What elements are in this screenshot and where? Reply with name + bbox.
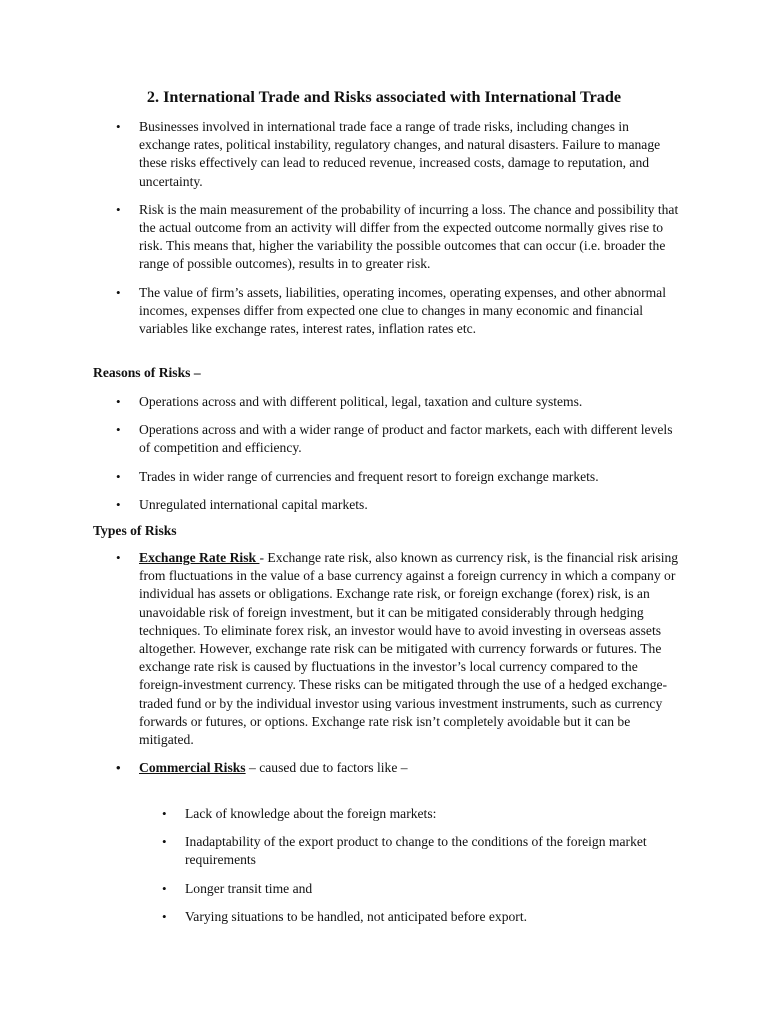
- reasons-bullet-list: [0, 393, 768, 524]
- bullet-icon: •: [116, 760, 121, 776]
- bullet-text: Varying situations to be handled, not anticipated before export.: [185, 908, 528, 924]
- list-item: [0, 118, 768, 191]
- exchange-rate-risk-term: Exchange Rate Risk: [139, 550, 260, 565]
- list-item: [0, 201, 768, 274]
- types-bullet-list: [0, 549, 768, 787]
- bullet-icon: •: [162, 806, 167, 821]
- list-item: [0, 496, 768, 514]
- bullet-icon: •: [116, 468, 121, 484]
- bullet-text: Lack of knowledge about the foreign markets:: [185, 806, 437, 821]
- exchange-rate-risk-text: - Exchange rate risk, also known as currency risk, is the financial risk arising from fluctuations in the value of a base currency against a foreign currency in which a company or individual has assets or obligations. Exchange rate risk, or foreign exchange (forex) risk, is an unavoidable risk of foreign investment, but it can be mitigated considerably through hedging techniques. To eliminate forex risk, an investor would have to avoid investing in overseas assets altogether. However, exchange rate risk can be mitigated with currency forwards or futures. The exchange rate risk is caused by fluctuations in the investor’s local currency compared to the foreign-investment currency. These risks can be mitigated through the use of a hedged exchange-traded fund or by the individual investor using various investment instruments, such as currency forwards or futures, or options. Exchange rate risk isn’t completely avoidable but it can be mitigated.: [139, 550, 679, 748]
- bullet-text: The value of firm’s assets, liabilities, operating incomes, operating expenses, and other abnormal incomes, expenses differ from expected one clue to changes in many economic and financial variables like exchange rates, interest rates, inflation rates etc.: [139, 284, 666, 337]
- bullet-text: Operations across and with a wider range of product and factor markets, each with different levels of competition and efficiency.: [139, 422, 673, 456]
- bullet-icon: •: [162, 834, 167, 850]
- bullet-icon: •: [116, 119, 121, 134]
- list-item: [0, 805, 768, 823]
- commercial-factors-list: [0, 805, 768, 936]
- commercial-risks-term: Commercial Risks: [139, 760, 246, 776]
- list-item: [0, 880, 768, 898]
- bullet-text: Trades in wider range of currencies and frequent resort to foreign exchange markets.: [139, 468, 599, 484]
- list-item: [0, 393, 768, 411]
- bullet-icon: •: [162, 880, 167, 896]
- bullet-icon: •: [116, 496, 121, 512]
- bullet-text: Businesses involved in international trade face a range of trade risks, including changes in exchange rates, political instability, regulatory changes, and natural disasters. Failure to manage these risks effectively can lead to reduced revenue, increased costs, damage to reputation, and uncertainty.: [139, 119, 661, 189]
- intro-bullet-list: [0, 118, 768, 348]
- list-item: [0, 421, 768, 457]
- bullet-icon: •: [116, 394, 121, 409]
- reasons-heading: Reasons of Risks –: [93, 365, 201, 380]
- list-item: [0, 908, 768, 926]
- bullet-icon: •: [116, 422, 121, 438]
- list-item: [0, 468, 768, 486]
- list-item: [0, 759, 768, 777]
- types-heading: Types of Risks: [93, 523, 177, 538]
- bullet-text: Inadaptability of the export product to change to the conditions of the foreign market requirements: [185, 834, 647, 868]
- bullet-text: Longer transit time and: [185, 880, 313, 896]
- bullet-icon: •: [116, 550, 121, 565]
- bullet-text: Unregulated international capital markets.: [139, 496, 368, 512]
- bullet-icon: •: [116, 201, 121, 217]
- list-item: [0, 284, 768, 339]
- list-item: [0, 549, 768, 749]
- bullet-text: Risk is the main measurement of the probability of incurring a loss. The chance and possibility that the actual outcome from an activity will differ from the expected outcome normally gives rise to risk. This means that, higher the variability the possible outcomes that can occur (i.e. broader the range of possible outcomes), results in to greater risk.: [139, 201, 679, 272]
- bullet-text: Operations across and with different political, legal, taxation and culture systems.: [139, 394, 583, 409]
- page-title: 2. International Trade and Risks associated with International Trade: [146, 88, 622, 106]
- bullet-icon: •: [162, 908, 167, 924]
- bullet-icon: •: [116, 284, 121, 300]
- list-item: [0, 833, 768, 869]
- commercial-risks-text: – caused due to factors like –: [245, 760, 408, 776]
